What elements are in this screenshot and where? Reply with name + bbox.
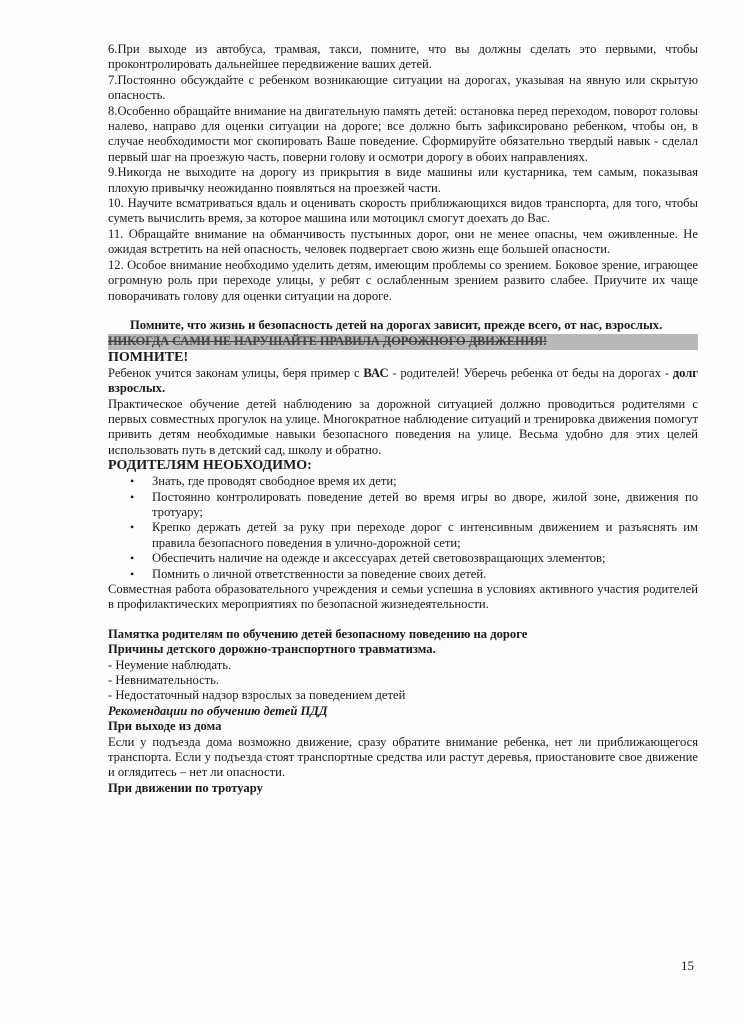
- child-learns-middle: - родителей! Уберечь ребенка от беды на дорогах -: [388, 365, 673, 380]
- paragraph-7: 7.Постоянно обсуждайте с ребенком возникающие ситуации на дорогах, указывая на явную или скрытую опасность.: [108, 72, 698, 103]
- page-number: 15: [681, 958, 694, 973]
- pomnite-heading: ПОМНИТЕ!: [108, 349, 189, 365]
- paragraph-12: 12. Особое внимание необходимо уделить детям, имеющим проблемы со зрением. Боковое зрение, играющее огромную роль при переходе улицы, у ребят с ослабленным зрением развито слабее. Приучите их чаще поворачивать голову для оценки ситуации на дороге.: [108, 257, 698, 303]
- sidewalk-title: При движении по тротуару: [108, 780, 263, 795]
- list-item: [108, 567, 698, 582]
- list-item: [108, 520, 698, 551]
- struck-warning: НИКОГДА САМИ НЕ НАРУШАЙТЕ ПРАВИЛА ДОРОЖНОГО ДВИЖЕНИЯ!: [108, 334, 698, 349]
- spacer: [108, 613, 698, 627]
- bullet-icon: •: [130, 520, 135, 535]
- bullet-icon: •: [130, 551, 135, 566]
- page-content: [108, 42, 698, 796]
- cause-item: - Неумение наблюдать.: [108, 657, 232, 672]
- bullet-icon: •: [130, 474, 135, 489]
- vas-text: ВАС: [363, 365, 389, 380]
- bullet-icon: •: [130, 489, 135, 504]
- spacer: [108, 304, 698, 318]
- paragraph-11: 11. Обращайте внимание на обманчивость пустынных дорог, они не менее опасны, чем оживленные. Не ожидая встретить на ней опасность, человек подвергает свою жизнь еще большей опасности.: [108, 226, 698, 257]
- memo-title: Памятка родителям по обучению детей безопасному поведению на дороге: [108, 626, 528, 641]
- list-item-text: Крепко держать детей за руку при переходе дорог с интенсивным движением и разъяснять им правила безопасного поведения в улично-дорожной сети;: [152, 520, 698, 550]
- child-learns-before: Ребенок учится законам улицы, беря пример с: [108, 365, 364, 380]
- causes-title: Причины детского дорожно-транспортного травматизма.: [108, 642, 436, 657]
- bullet-icon: •: [130, 566, 135, 581]
- exit-home-title: При выходе из дома: [108, 719, 222, 734]
- list-item-text: Помнить о личной ответственности за поведение своих детей.: [152, 566, 487, 581]
- list-item: [108, 474, 698, 489]
- paragraph-10: 10. Научите всматриваться вдаль и оценивать скорость приближающихся видов транспорта, для того, чтобы суметь вычислить время, за которое машина или мотоцикл смогут доехать до Вас.: [108, 196, 698, 226]
- list-item-text: Постоянно контролировать поведение детей во время игры во дворе, жилой зоне, движения по тротуару;: [152, 489, 698, 519]
- duty-text: долг взрослых.: [108, 365, 699, 396]
- remember-line: Помните, что жизнь и безопасность детей на дорогах зависит, прежде всего, от нас, взрослых.: [130, 317, 663, 332]
- list-item: [108, 551, 698, 566]
- paragraph-9: 9.Никогда не выходите на дорогу из прикрытия в виде машины или кустарника, тем самым, показывая плохую привычку неожиданно появляться на проезжей части.: [108, 165, 698, 195]
- practical-paragraph: Практическое обучение детей наблюдению за дорожной ситуацией должно проводиться родителями с первых совместных прогулок на улице. Многократное наблюдение ситуаций и тренировка движения помогут привить детям необходимые навыки безопасного поведения на улице. Весьма удобно для этих целей использовать путь в детский сад, школу и обратно.: [108, 396, 698, 457]
- list-item-text: Знать, где проводят свободное время их дети;: [152, 474, 397, 489]
- recommendations-title: Рекомендации по обучению детей ПДД: [108, 703, 328, 718]
- joint-work-paragraph: Совместная работа образовательного учреждения и семьи успешна в условиях активного участия родителей в профилактических мероприятиях по безопасной жизнедеятельности.: [108, 582, 698, 612]
- list-item-text: Обеспечить наличие на одежде и аксессуарах детей световозвращающих элементов;: [152, 551, 606, 566]
- cause-item: - Невнимательность.: [108, 673, 220, 688]
- paragraph-6: 6.При выходе из автобуса, трамвая, такси, помните, что вы должны сделать это первыми, чтобы проконтролировать дальнейшее передвижение ваших детей.: [108, 42, 698, 72]
- list-item: [108, 490, 698, 521]
- paragraph-8: 8.Особенно обращайте внимание на двигательную память детей: остановка перед переходом, поворот головы налево, направо для оценки ситуации на дороге; все должно быть зафиксировано ребенком, чтобы он, в случае необходимости мог скопировать Ваше поведение. Сформируйте обязательно твердый навык - сделал первый шаг на проезжую часть, поверни голову и осмотри дорогу в обоих направлениях.: [108, 103, 698, 164]
- cause-item: - Недостаточный надзор взрослых за поведением детей: [108, 688, 406, 703]
- parents-list: [108, 474, 698, 582]
- exit-home-paragraph: Если у подъезда дома возможно движение, сразу обратите внимание ребенка, нет ли приближающегося транспорта. Если у подъезда стоят транспортные средства или растут деревья, приостановите свое движение и оглядитесь – нет ли опасности.: [108, 734, 698, 780]
- parents-heading: РОДИТЕЛЯМ НЕОБХОДИМО:: [108, 458, 312, 474]
- child-learns-paragraph: [108, 366, 698, 397]
